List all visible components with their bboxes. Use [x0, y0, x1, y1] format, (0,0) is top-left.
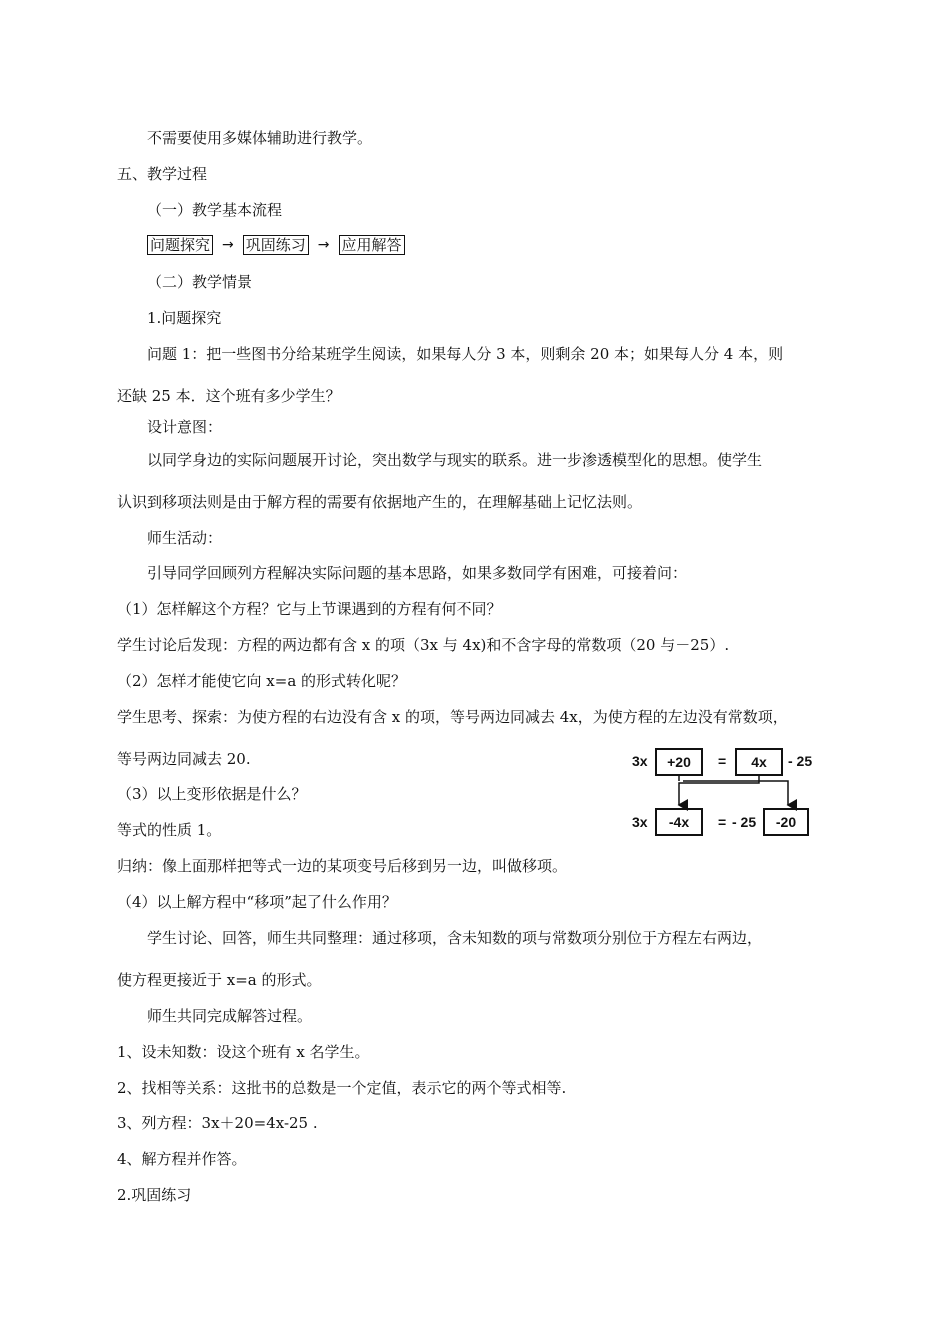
text-line: 学生思考、探索：为使方程的右边没有含 x 的项，等号两边同减去 4x，为使方程的左边没有常数项，	[117, 708, 788, 726]
text-line: 以同学身边的实际问题展开讨论，突出数学与现实的联系。进一步渗透模型化的思想。使学生	[147, 451, 763, 469]
text-line: 师生共同完成解答过程。	[147, 1007, 313, 1025]
flow-step-explore: 问题探究	[147, 235, 213, 255]
diagram-bottom-left: 3x	[632, 814, 648, 830]
text-line: 还缺 25 本．这个班有多少学生？	[117, 387, 341, 405]
text-line: 2.巩固练习	[117, 1186, 192, 1204]
diagram-bottom-box1-text: -4x	[668, 814, 690, 830]
text-line: 3、列方程：3x＋20=4x-25 .	[117, 1114, 318, 1132]
diagram-arrow-4x	[679, 775, 759, 805]
text-line: （1）怎样解这个方程？它与上节课遇到的方程有何不同？	[117, 600, 502, 618]
text-line: 学生讨论后发现：方程的两边都有含 x 的项（3x 与 4x)和不含字母的常数项（20 与－25）.	[117, 636, 730, 654]
flow-step-practice: 巩固练习	[243, 235, 309, 255]
text-line: （3）以上变形依据是什么？	[117, 785, 307, 803]
text-line: 问题 1：把一些图书分给某班学生阅读，如果每人分 3 本，则剩余 20 本；如果每人分 4 本，则	[147, 345, 784, 363]
text-line: （二）教学情景	[147, 273, 253, 291]
text-line: 不需要使用多媒体辅助进行教学。	[147, 129, 373, 147]
diagram-top-box1-text: +20	[667, 754, 691, 770]
text-line: 2、找相等关系：这批书的总数是一个定值，表示它的两个等式相等.	[117, 1079, 567, 1097]
text-line: 设计意图：	[147, 418, 223, 436]
transposition-diagram	[628, 745, 828, 840]
diagram-bottom-equals: =	[718, 814, 727, 830]
text-line: （2）怎样才能使它向 x=a 的形式转化呢？	[117, 672, 407, 690]
arrow-right-icon: →	[222, 237, 234, 253]
text-line: 等式的性质 1。	[117, 821, 222, 839]
text-line: 五、教学过程	[117, 165, 208, 183]
diagram-bottom-box2-text: -20	[775, 814, 797, 830]
diagram-top-equals: =	[718, 753, 727, 769]
flow-step-apply: 应用解答	[339, 235, 405, 255]
text-line: （4）以上解方程中“移项”起了什么作用？	[117, 893, 397, 911]
text-line: 引导同学回顾列方程解决实际问题的基本思路，如果多数同学有困难，可接着问：	[147, 564, 688, 582]
diagram-top-right: - 25	[788, 753, 813, 769]
text-line: 学生讨论、回答，师生共同整理：通过移项，含未知数的项与常数项分别位于方程左右两边，	[147, 929, 763, 947]
teaching-flowchart	[147, 234, 405, 256]
text-line: （一）教学基本流程	[147, 201, 283, 219]
diagram-arrow-20	[679, 775, 788, 805]
diagram-top-left: 3x	[632, 753, 648, 769]
text-line: 4、解方程并作答。	[117, 1150, 247, 1168]
text-line: 1、设未知数：设这个班有 x 名学生。	[117, 1043, 370, 1061]
text-line: 等号两边同减去 20.	[117, 750, 251, 768]
text-line: 归纳：像上面那样把等式一边的某项变号后移到另一边，叫做移项。	[117, 857, 568, 875]
diagram-top-box2-text: 4x	[751, 754, 767, 770]
text-line: 认识到移项法则是由于解方程的需要有依据地产生的，在理解基础上记忆法则。	[117, 493, 643, 511]
text-line: 1.问题探究	[147, 309, 222, 327]
diagram-bottom-mid: - 25	[732, 814, 757, 830]
text-line: 师生活动：	[147, 529, 223, 547]
arrow-right-icon: →	[317, 237, 330, 253]
text-line: 使方程更接近于 x=a 的形式。	[117, 971, 322, 989]
